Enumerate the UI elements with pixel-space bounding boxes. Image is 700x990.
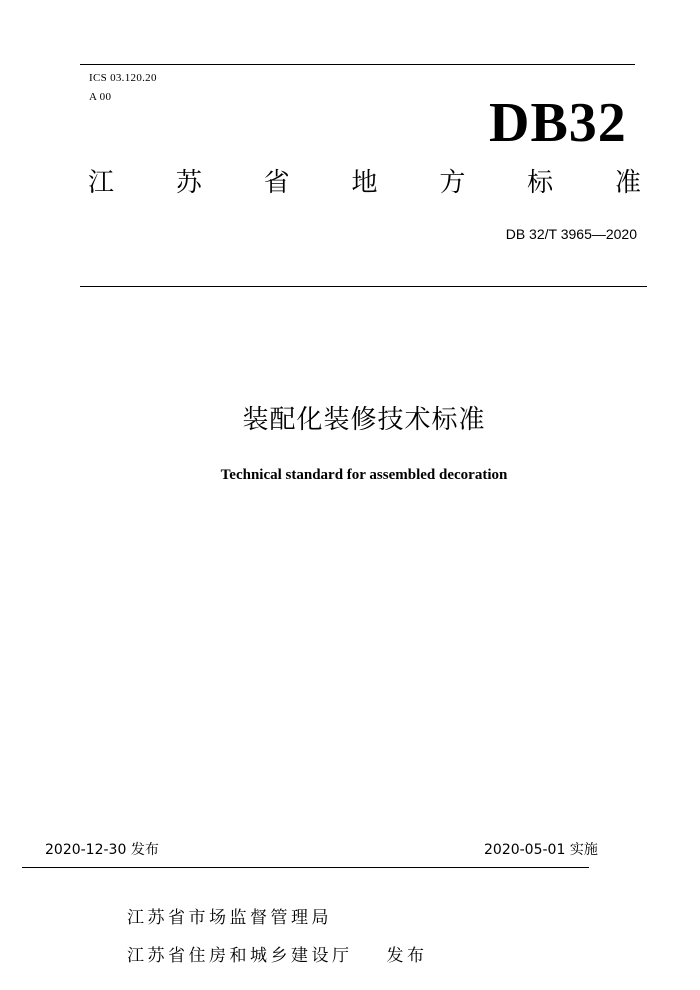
standard-type-char: 苏	[175, 168, 202, 198]
issuing-agency-1: 江苏省市场监督管理局	[127, 908, 332, 928]
publish-date-value: 2020-12-30	[45, 842, 127, 858]
publish-date	[45, 842, 159, 858]
footer-rule	[22, 867, 589, 868]
standard-type-char: 地	[351, 168, 378, 198]
ics-code: ICS 03.120.20	[89, 72, 157, 84]
ccs-code: A 00	[89, 91, 112, 103]
implement-label: 实施	[569, 842, 598, 858]
issue-label: 发布	[386, 946, 428, 966]
title-chinese: 装配化装修技术标准	[242, 405, 486, 435]
implement-date-value: 2020-05-01	[484, 842, 566, 858]
standard-type	[88, 168, 641, 198]
db-code: DB32	[489, 92, 627, 154]
standard-type-char: 方	[439, 168, 466, 198]
implement-date	[484, 842, 598, 858]
top-rule	[80, 64, 635, 65]
standard-type-char: 省	[263, 168, 290, 198]
issuing-agency-2: 江苏省住房和城乡建设厅	[127, 946, 353, 966]
standard-number: DB 32/T 3965—2020	[505, 226, 637, 242]
title-english: Technical standard for assembled decoration	[220, 467, 508, 483]
issuing-agency-2-line	[127, 946, 428, 966]
standard-type-char: 标	[527, 168, 554, 198]
standard-type-char: 准	[614, 168, 641, 198]
standard-type-char: 江	[88, 168, 115, 198]
header-rule	[80, 286, 647, 287]
publish-label: 发布	[130, 842, 159, 858]
